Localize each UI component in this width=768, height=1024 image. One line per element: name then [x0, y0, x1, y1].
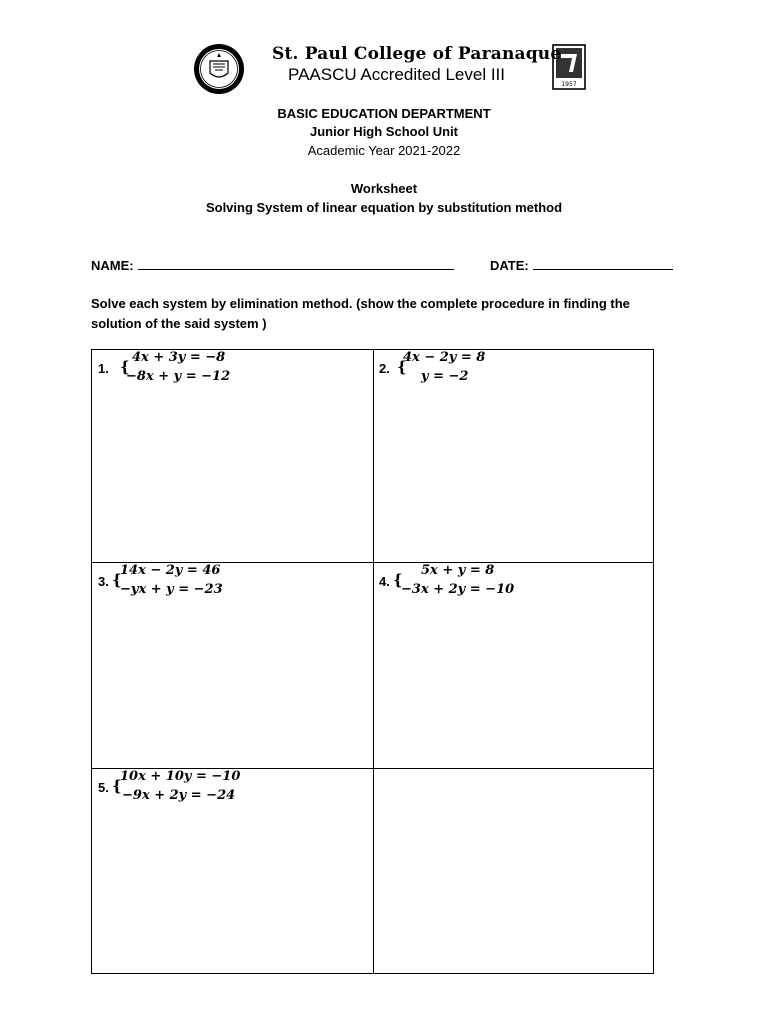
equation-1: 4x + 3y = −8: [132, 350, 226, 365]
equation-1: 5x + y = 8: [421, 563, 495, 578]
equation-1: 10x + 10y = −10: [120, 769, 241, 784]
equation-1: 14x − 2y = 46: [120, 563, 221, 578]
equation-1: 4x − 2y = 8: [403, 350, 486, 365]
date-field: [490, 257, 673, 273]
date-blank-line[interactable]: [533, 257, 673, 270]
problem-cell[interactable]: [98, 350, 368, 560]
badge-year: 1957: [561, 81, 577, 88]
problem-grid: [91, 349, 654, 974]
problem-number: 1.: [98, 361, 109, 376]
problem-number: 4.: [379, 574, 390, 589]
problem-cell[interactable]: [379, 350, 649, 560]
equation-2: −3x + 2y = −10: [401, 582, 515, 597]
equation-2: −yx + y = −23: [120, 582, 223, 597]
unit-title: Junior High School Unit: [309, 124, 459, 139]
name-field: [91, 257, 454, 273]
accreditation-text: PAASCU Accredited Level III: [288, 65, 506, 84]
problem-number: 2.: [379, 361, 390, 376]
problem-number: 3.: [98, 574, 109, 589]
worksheet-title: Worksheet: [350, 181, 418, 196]
brace-symbol: {: [112, 777, 122, 795]
equation-2: −8x + y = −12: [126, 369, 231, 384]
name-label: NAME:: [91, 258, 134, 273]
name-blank-line[interactable]: [138, 257, 454, 270]
problem-number: 5.: [98, 780, 109, 795]
grid-divider-vertical: [373, 350, 374, 973]
problem-cell[interactable]: [379, 563, 649, 767]
instructions: Solve each system by elimination method. (show the complete procedure in finding the solution of the said system ): [91, 296, 630, 331]
brace-symbol: {: [393, 571, 403, 589]
academic-year: Academic Year 2021-2022: [307, 143, 461, 158]
date-label: DATE:: [490, 258, 529, 273]
school-name: St. Paul College of Paranaque: [272, 44, 562, 64]
worksheet-subtitle: Solving System of linear equation by substitution method: [205, 200, 563, 215]
brace-symbol: {: [112, 571, 122, 589]
problem-cell[interactable]: [98, 563, 368, 767]
equation-2: −9x + 2y = −24: [122, 788, 236, 803]
school-seal-logo: [193, 43, 245, 95]
brace-symbol: {: [120, 358, 130, 376]
empty-cell[interactable]: [379, 769, 649, 973]
equation-2: y = −2: [421, 369, 469, 384]
department-title: BASIC EDUCATION DEPARTMENT: [277, 106, 491, 121]
problem-cell[interactable]: [98, 769, 368, 973]
brace-symbol: {: [397, 358, 407, 376]
